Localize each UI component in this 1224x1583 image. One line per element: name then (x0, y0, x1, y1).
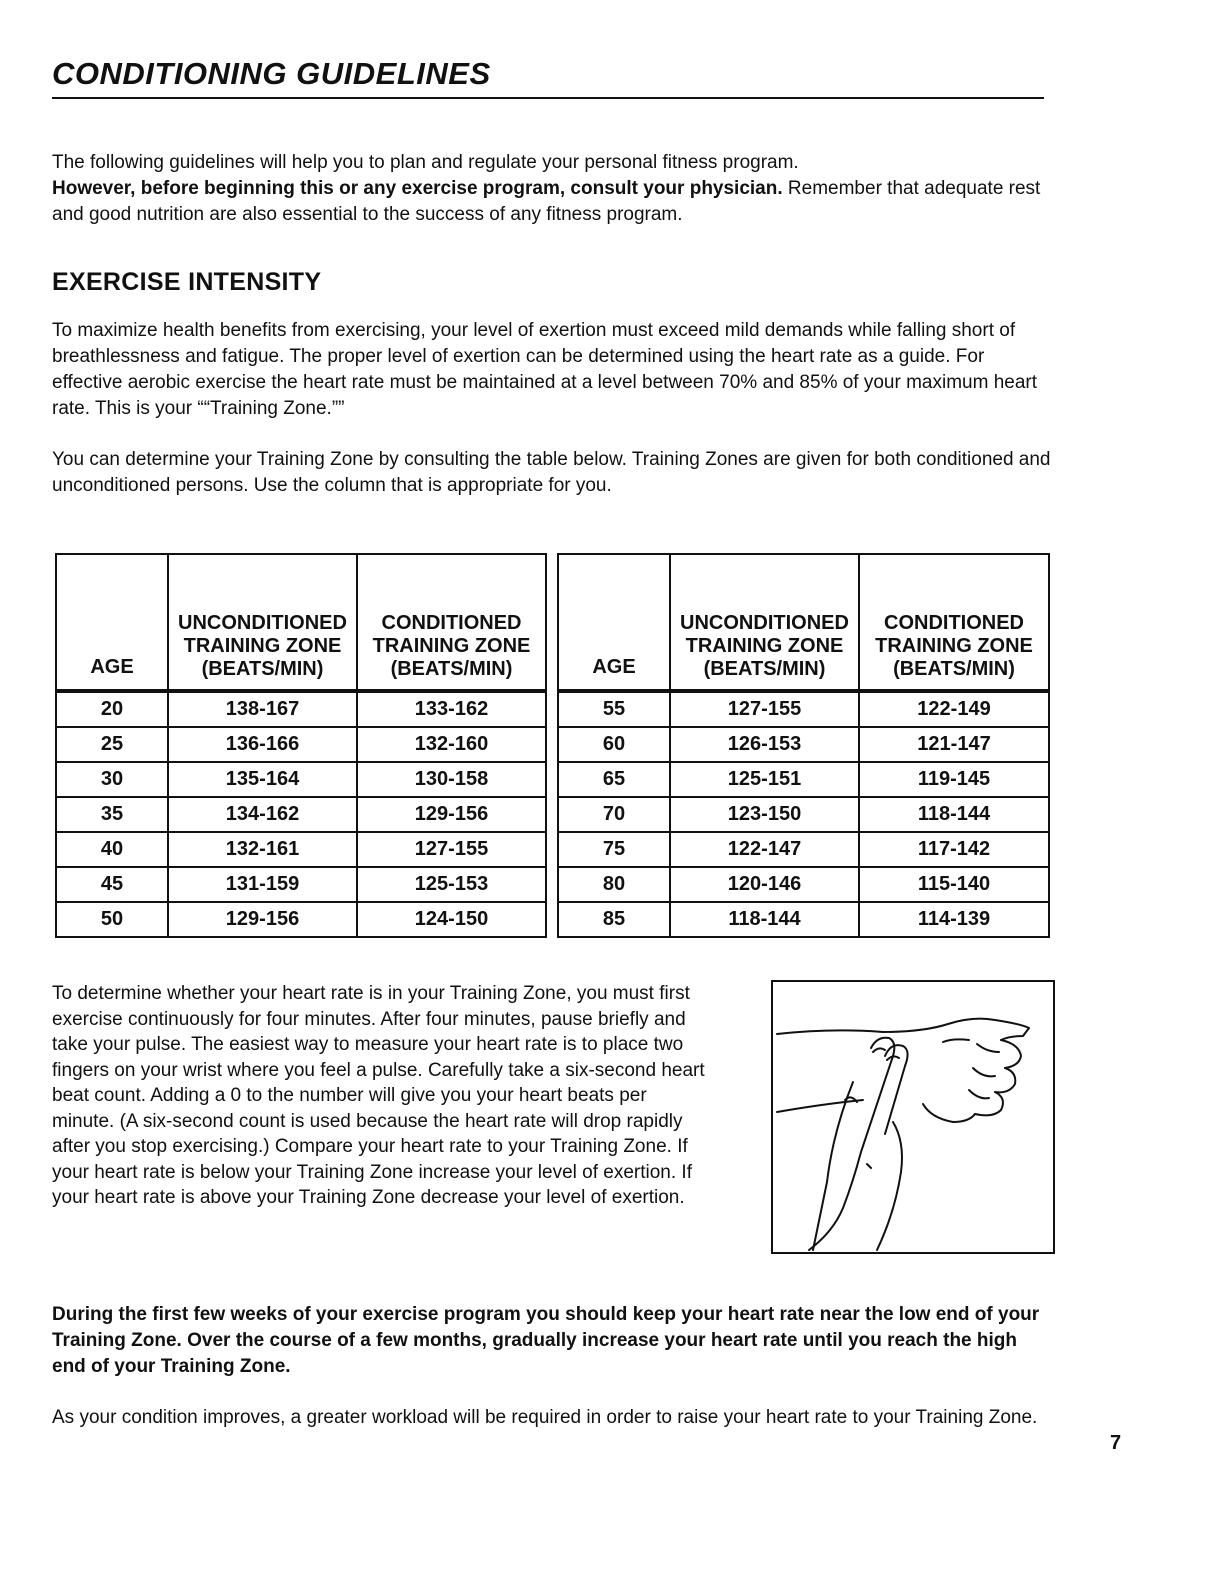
age-cell: 55 (558, 691, 670, 727)
conditioned-cell: 124-150 (357, 902, 546, 937)
age-cell: 65 (558, 762, 670, 797)
conditioned-cell: 118-144 (859, 797, 1049, 832)
header-conditioned: CONDITIONED TRAINING ZONE (BEATS/MIN) (859, 554, 1049, 691)
unconditioned-cell: 134-162 (168, 797, 357, 832)
page-title: CONDITIONING GUIDELINES (52, 56, 491, 91)
age-cell: 60 (558, 727, 670, 762)
header-age: AGE (558, 554, 670, 691)
age-cell: 70 (558, 797, 670, 832)
unconditioned-cell: 118-144 (670, 902, 859, 937)
unconditioned-cell: 138-167 (168, 691, 357, 727)
header-unconditioned: UNCONDITIONED TRAINING ZONE (BEATS/MIN) (168, 554, 357, 691)
table-row (558, 902, 1049, 937)
table-row (56, 762, 546, 797)
age-cell: 80 (558, 867, 670, 902)
age-cell: 45 (56, 867, 168, 902)
age-cell: 50 (56, 902, 168, 937)
conditioned-cell: 130-158 (357, 762, 546, 797)
header-conditioned: CONDITIONED TRAINING ZONE (BEATS/MIN) (357, 554, 546, 691)
intensity-paragraph: To maximize health benefits from exercising, your level of exertion must exceed mild demands while falling short of breathlessness and fatigue. The proper level of exertion can be determined using the heart rate as a guide. For effective aerobic exercise the heart rate must be maintained at a level between 70% and 85% of your maximum heart rate. This is your ““Training Zone.”” (52, 320, 1038, 419)
page-number: 7 (1110, 1432, 1122, 1454)
title-underline (52, 97, 1044, 99)
conditioned-cell: 114-139 (859, 902, 1049, 937)
wrist-pulse-icon (773, 982, 1053, 1252)
pulse-paragraph: To determine whether your heart rate is in your Training Zone, you must first exercise continuously for four minutes. After four minutes, pause briefly and take your pulse. The easiest way to measure your heart rate is to place two fingers on your wrist where you feel a pulse. Carefully take a six-second heart beat count. Adding a 0 to the number will give you your heart beats per minute. (A six-second count is used because the heart rate will drop rapidly after you stop exercising.) Compare your heart rate to your Training Zone. If your heart rate is below your Training Zone increase your level of exertion. If your heart rate is above your Training Zone decrease your level of exertion. (52, 983, 705, 1208)
section-heading: EXERCISE INTENSITY (52, 268, 322, 296)
age-cell: 20 (56, 691, 168, 727)
table-row (56, 797, 546, 832)
table-row (56, 691, 546, 727)
table-row (558, 867, 1049, 902)
unconditioned-cell: 132-161 (168, 832, 357, 867)
unconditioned-cell: 136-166 (168, 727, 357, 762)
conditioned-cell: 117-142 (859, 832, 1049, 867)
conditioned-cell: 121-147 (859, 727, 1049, 762)
conditioned-cell: 133-162 (357, 691, 546, 727)
unconditioned-cell: 120-146 (670, 867, 859, 902)
first-weeks-paragraph: During the first few weeks of your exercise program you should keep your heart rate near the low end of your Training Zone. Over the course of a few months, gradually increase your heart rate until you reach the high end of your Training Zone. (52, 1304, 1040, 1377)
unconditioned-cell: 126-153 (670, 727, 859, 762)
training-zone-table-left (55, 553, 547, 938)
pulse-illustration (771, 980, 1055, 1254)
unconditioned-cell: 125-151 (670, 762, 859, 797)
conditioned-cell: 122-149 (859, 691, 1049, 727)
unconditioned-cell: 127-155 (670, 691, 859, 727)
table-header-row (558, 554, 1049, 691)
header-unconditioned: UNCONDITIONED TRAINING ZONE (BEATS/MIN) (670, 554, 859, 691)
table-row (56, 832, 546, 867)
age-cell: 25 (56, 727, 168, 762)
table-row (558, 797, 1049, 832)
unconditioned-cell: 129-156 (168, 902, 357, 937)
table-header-row (56, 554, 546, 691)
unconditioned-cell: 131-159 (168, 867, 357, 902)
conditioned-cell: 119-145 (859, 762, 1049, 797)
table-row (56, 902, 546, 937)
table-row (558, 762, 1049, 797)
age-cell: 30 (56, 762, 168, 797)
age-cell: 35 (56, 797, 168, 832)
age-cell: 85 (558, 902, 670, 937)
conditioned-cell: 127-155 (357, 832, 546, 867)
conditioned-cell: 132-160 (357, 727, 546, 762)
age-cell: 75 (558, 832, 670, 867)
intro-paragraph (52, 150, 1052, 228)
conditioned-cell: 125-153 (357, 867, 546, 902)
table-row (56, 727, 546, 762)
condition-paragraph: As your condition improves, a greater workload will be required in order to raise your heart rate to your Training Zone. (52, 1407, 1038, 1428)
conditioned-cell: 129-156 (357, 797, 546, 832)
table-row (56, 867, 546, 902)
unconditioned-cell: 122-147 (670, 832, 859, 867)
intro-text-2: Remember that adequate rest and good nutrition are also essential to the success of any fitness program. (52, 178, 1041, 225)
header-age: AGE (56, 554, 168, 691)
table-row (558, 832, 1049, 867)
conditioned-cell: 115-140 (859, 867, 1049, 902)
age-cell: 40 (56, 832, 168, 867)
training-zone-table-right (557, 553, 1050, 938)
table-row (558, 727, 1049, 762)
intro-bold-warning: However, before beginning this or any exercise program, consult your physician. (52, 178, 783, 199)
intro-text-1: The following guidelines will help you to plan and regulate your personal fitness program. (52, 152, 799, 173)
unconditioned-cell: 123-150 (670, 797, 859, 832)
table-intro-paragraph: You can determine your Training Zone by consulting the table below. Training Zones are given for both conditioned and unconditioned persons. Use the column that is appropriate for you. (52, 449, 1051, 496)
unconditioned-cell: 135-164 (168, 762, 357, 797)
table-row (558, 691, 1049, 727)
